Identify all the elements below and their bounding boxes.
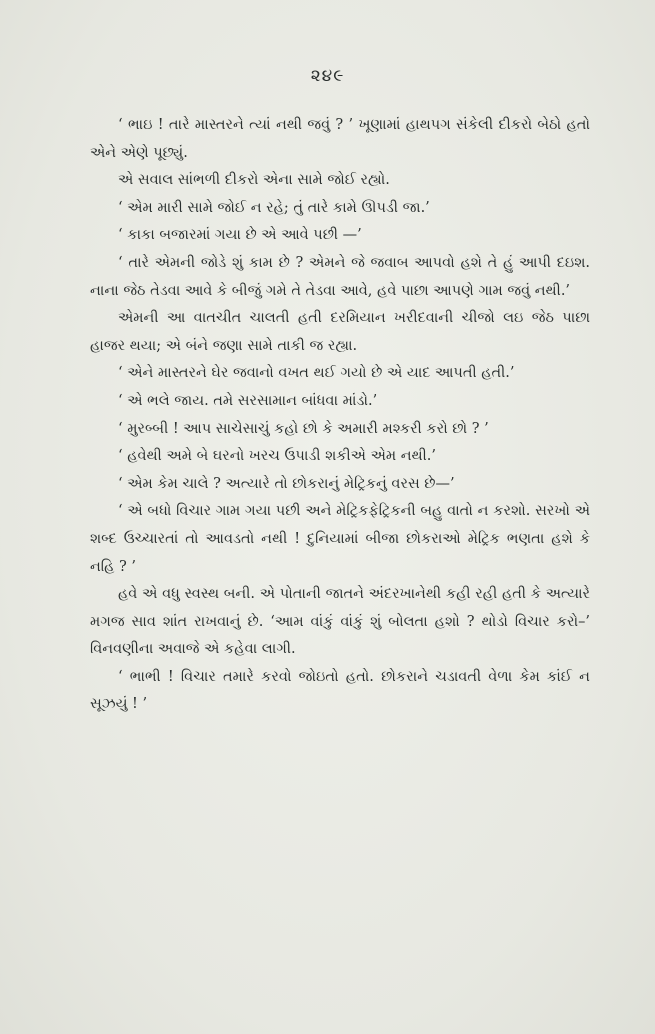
paragraph: ‘ તારે એમની જોડે શું કામ છે ? એમને જે જવાબ આપવો હશે તે હું આપી દઇશ. નાના જેઠ તેડવા આવે કે બીજું ગમે તે તેડવા આવે, હવે પાછા આપણે ગામ જવું નથી.’ (90, 254, 590, 299)
paragraph: ‘ ભાઇ ! તારે માસ્તરને ત્યાં નથી જવું ? ’ ખૂણામાં હાથપગ સંકેલી દીકરો બેઠો હતો એને એણે પૂછ્યું. (90, 117, 590, 161)
paragraph: એ સવાલ સાંભળી દીકરો એના સામે જોઈ રહ્યો. (118, 172, 390, 189)
paragraph: ‘ એમ મારી સામે જોઈ ન રહે; તું તારે કામે ઊપડી જા.’ (118, 199, 430, 216)
paragraph: હવે એ વધુ સ્વસ્થ બની. એ પોતાની જાતને અંદરખાનેથી કહી રહી હતી કે અત્યારે મગજ સાવ શાંત રાખવાનું છે. ‘આમ વાંકું વાંકું શું બોલતા હશો ? થોડો વિચાર કરો–’ વિનવણીના અવાજે એ કહેવા લાગી. (90, 586, 590, 658)
paragraph: ‘ ભાભી ! વિચાર તમારે કરવો જોઇતો હતો. છોકરાને ચડાવતી વેળા કેમ કાંઈ ન સૂઝયું ! ’ (90, 668, 590, 713)
paragraph: ‘ એ ભલે જાય. તમે સરસામાન બાંધવા માંડો.’ (118, 392, 378, 409)
page-number: ૨૪૯ (310, 66, 345, 86)
paragraph: ‘ એ બધો વિચાર ગામ ગયા પછી અને મેટ્રિકફેટ્રિકની બહુ વાતો ન કરશો. સરખો એ શબ્દ ઉચ્ચારતાં તો આવડતો નથી ! દુનિયામાં બીજા છોકરાઓ મેટ્રિક ભણતા હશે કે નહિ ? ’ (90, 503, 590, 575)
paragraph: ‘ એમ કેમ ચાલે ? અત્યારે તો છોકરાનું મેટ્રિકનું વરસ છે—’ (118, 475, 455, 492)
paragraph: ‘ કાકા બજારમાં ગયા છે એ આવે પછી —’ (118, 227, 362, 244)
page-body (90, 112, 590, 719)
paragraph: એમની આ વાતચીત ચાલતી હતી દરમિયાન ખરીદવાની ચીજો લઇ જેઠ પાછા હાજર થયા; એ બંને જણા સામે તાકી જ રહ્યા. (90, 310, 590, 354)
paragraph: ‘ હવેથી અમે બે ઘરનો ખરચ ઉપાડી શકીએ એમ નથી.’ (118, 448, 437, 465)
paragraph: ‘ એને માસ્તરને ઘેર જવાનો વખત થઈ ગયો છે એ યાદ આપતી હતી.’ (118, 365, 515, 382)
paragraph: ‘ મુરબ્બી ! આપ સાચેસાચું કહો છો કે અમારી મશ્કરી કરો છો ? ’ (118, 420, 489, 437)
